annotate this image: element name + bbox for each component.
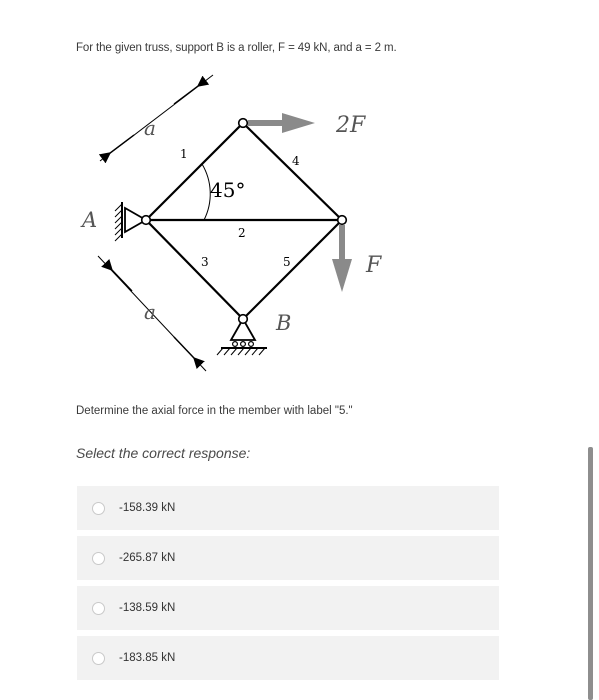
radio-button[interactable] bbox=[92, 652, 105, 665]
label-node-a: A bbox=[82, 208, 98, 232]
label-a-bottom: a bbox=[144, 300, 156, 324]
label-member-3: 3 bbox=[201, 255, 209, 269]
label-force-2f: 2F bbox=[336, 113, 366, 138]
label-member-5: 5 bbox=[283, 255, 291, 269]
label-node-b: B bbox=[276, 311, 292, 335]
instruction-text: Select the correct response: bbox=[76, 445, 251, 461]
answer-option-2[interactable] bbox=[77, 536, 499, 580]
radio-button[interactable] bbox=[92, 602, 105, 615]
answer-option-3[interactable] bbox=[77, 586, 499, 630]
radio-button[interactable] bbox=[92, 552, 105, 565]
label-a-top: a bbox=[144, 116, 156, 140]
label-member-2: 2 bbox=[238, 226, 246, 240]
member-4 bbox=[243, 123, 342, 220]
dimension-a-top bbox=[100, 75, 213, 161]
answer-option-4[interactable] bbox=[77, 636, 499, 680]
label-force-f: F bbox=[366, 253, 382, 278]
option-label: -138.59 kN bbox=[119, 602, 176, 614]
option-label: -265.87 kN bbox=[119, 552, 176, 564]
truss-diagram bbox=[70, 66, 410, 386]
question-text: For the given truss, support B is a roller, F = 49 kN, and a = 2 m. bbox=[76, 42, 397, 54]
option-label: -158.39 kN bbox=[119, 502, 176, 514]
load-2f-arrow bbox=[248, 113, 315, 133]
prompt-text: Determine the axial force in the member with label "5." bbox=[76, 405, 353, 417]
answer-option-1[interactable] bbox=[77, 486, 499, 530]
scrollbar[interactable] bbox=[588, 447, 593, 700]
label-angle: 45° bbox=[210, 178, 246, 202]
answer-options bbox=[77, 486, 499, 686]
load-f-arrow bbox=[332, 225, 352, 292]
label-member-4: 4 bbox=[292, 154, 300, 168]
member-1 bbox=[146, 123, 246, 220]
option-label: -183.85 kN bbox=[119, 652, 176, 664]
label-member-1: 1 bbox=[180, 147, 188, 161]
radio-button[interactable] bbox=[92, 502, 105, 515]
angle-arc bbox=[202, 164, 210, 220]
member-5 bbox=[243, 220, 342, 319]
truss-members bbox=[146, 123, 342, 319]
member-3 bbox=[146, 220, 243, 319]
support-b bbox=[217, 319, 267, 355]
